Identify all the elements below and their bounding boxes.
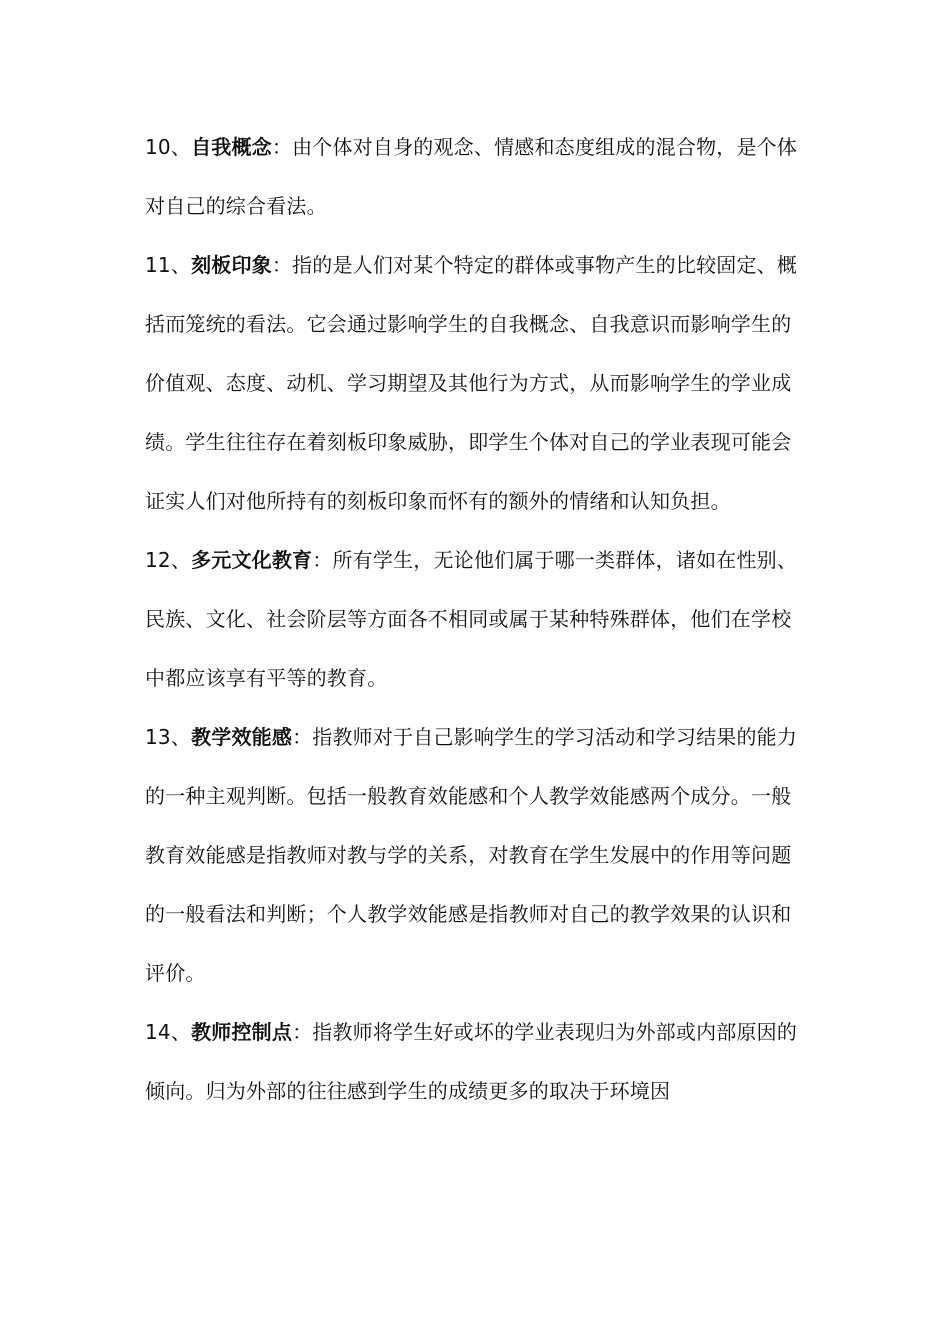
entry-separator: ： [312,548,333,572]
entry-number: 11、 [145,253,192,277]
entry-definition: 所有学生，无论他们属于哪一类群体，诸如在性别、民族、文化、社会阶层等方面各不相同或属于某种特殊群体，他们在学校中都应该享有平等的教育。 [145,548,798,690]
entry-term: 刻板印象 [191,253,272,277]
entry-term: 教师控制点 [191,1020,293,1044]
glossary-entry-13 [145,708,805,1003]
entry-number: 10、 [145,135,192,159]
entry-number: 13、 [145,725,192,749]
entry-term: 自我概念 [191,135,272,159]
entry-definition: 由个体对自身的观念、情感和态度组成的混合物，是个体对自己的综合看法。 [145,135,798,218]
entry-definition: 指教师对于自己影响学生的学习活动和学习结果的能力的一种主观判断。包括一般教育效能感和个人教学效能感两个成分。一般教育效能感是指教师对教与学的关系，对教育在学生发展中的作用等问题的一般看法和判断；个人教学效能感是指教师对自己的教学效果的认识和评价。 [145,725,798,985]
entry-separator: ： [271,253,293,277]
entry-definition: 指的是人们对某个特定的群体或事物产生的比较固定、概括而笼统的看法。它会通过影响学生的自我概念、自我意识而影响学生的价值观、态度、动机、学习期望及其他行为方式，从而影响学生的学业成绩。学生往往存在着刻板印象威胁，即学生个体对自己的学业表现可能会证实人们对他所持有的刻板印象而怀有的额外的情绪和认知负担。 [145,253,798,513]
entry-number: 14、 [145,1020,192,1044]
entry-separator: ： [292,725,313,749]
entry-separator: ： [271,135,293,159]
glossary-entry-11 [145,236,805,531]
entry-separator: ： [292,1020,313,1044]
glossary-entry-12 [145,531,805,708]
glossary-entry-14 [145,1003,805,1121]
document-page [145,118,805,1121]
entry-definition: 指教师将学生好或坏的学业表现归为外部或内部原因的倾向。归为外部的往往感到学生的成绩更多的取决于环境因 [145,1020,798,1103]
entry-term: 教学效能感 [191,725,293,749]
entry-term: 多元文化教育 [191,548,313,572]
entry-number: 12、 [145,548,192,572]
glossary-entry-10 [145,118,805,236]
